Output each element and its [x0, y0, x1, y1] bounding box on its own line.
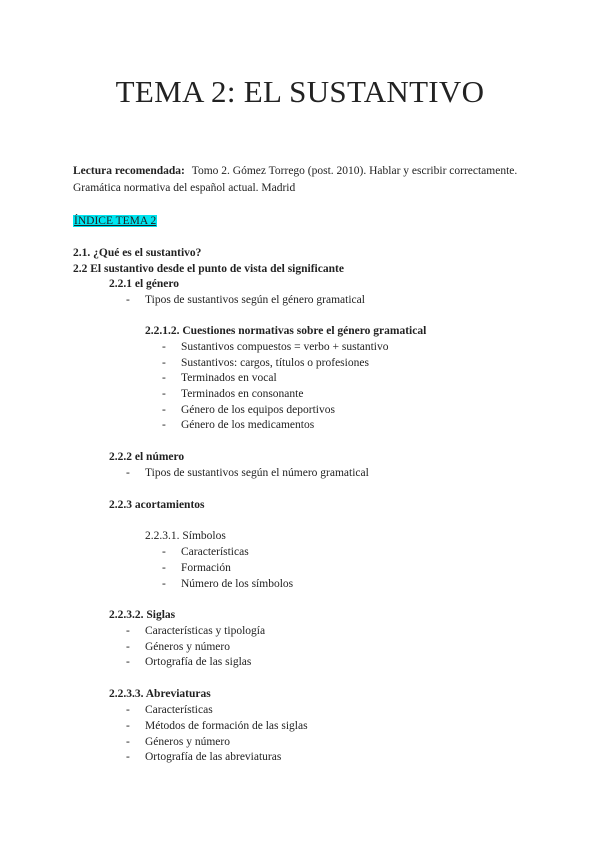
list-item: Terminados en vocal — [181, 372, 277, 384]
reading-text-1: Tomo 2. Gómez Torrego (post. 2010). Hablar y escribir correctamente. — [191, 165, 518, 177]
bullet: - — [162, 357, 166, 369]
index-heading — [73, 214, 157, 228]
bullet: - — [126, 625, 130, 637]
list-item: Características — [145, 704, 213, 716]
bullet: - — [162, 562, 166, 574]
list-item: Género de los equipos deportivos — [181, 404, 335, 416]
bullet: - — [126, 641, 130, 653]
bullet: - — [162, 419, 166, 431]
bullet: - — [162, 372, 166, 384]
list-item: Métodos de formación de las siglas — [145, 720, 308, 732]
list-item: Características — [181, 546, 249, 558]
section-2-2-3: 2.2.3 acortamientos — [109, 499, 205, 511]
list-item: Sustantivos: cargos, títulos o profesiones — [181, 357, 369, 369]
bullet: - — [126, 467, 130, 479]
section-2-2-3-3: 2.2.3.3. Abreviaturas — [109, 688, 211, 700]
list-item: Géneros y número — [145, 641, 230, 653]
section-2-2-1: 2.2.1 el género — [109, 278, 180, 290]
section-2-2-3-1: 2.2.3.1. Símbolos — [145, 530, 226, 542]
bullet: - — [162, 546, 166, 558]
bullet: - — [162, 578, 166, 590]
bullet: - — [126, 656, 130, 668]
bullet: - — [126, 720, 130, 732]
list-item: Ortografía de las abreviaturas — [145, 751, 282, 763]
bullet: - — [126, 736, 130, 748]
section-2-2: 2.2 El sustantivo desde el punto de vista del significante — [73, 263, 344, 275]
section-2-1: 2.1. ¿Qué es el sustantivo? — [73, 247, 202, 259]
bullet: - — [126, 294, 130, 306]
reading-line-1 — [73, 164, 517, 178]
list-item: Número de los símbolos — [181, 578, 294, 590]
list-item: Formación — [181, 562, 231, 574]
section-2-2-3-2: 2.2.3.2. Siglas — [109, 609, 176, 621]
list-item: Géneros y número — [145, 736, 230, 748]
list-item: Tipos de sustantivos según el género gramatical — [145, 294, 365, 306]
reading-label: Lectura recomendada: — [73, 165, 185, 177]
list-item: Ortografía de las siglas — [145, 656, 252, 668]
list-item: Terminados en consonante — [181, 388, 304, 400]
section-2-2-2: 2.2.2 el número — [109, 451, 185, 463]
list-item: Características y tipología — [145, 625, 266, 637]
section-2-2-1-2: 2.2.1.2. Cuestiones normativas sobre el género gramatical — [145, 325, 427, 337]
page-title: TEMA 2: EL SUSTANTIVO — [115, 74, 485, 109]
reading-text-2: Gramática normativa del español actual. Madrid — [73, 182, 296, 194]
bullet: - — [162, 388, 166, 400]
list-item: Tipos de sustantivos según el número gramatical — [145, 467, 369, 479]
bullet: - — [162, 341, 166, 353]
list-item: Género de los medicamentos — [181, 419, 315, 431]
index-heading-text: ÍNDICE TEMA 2 — [74, 215, 157, 227]
bullet: - — [126, 751, 130, 763]
bullet: - — [162, 404, 166, 416]
list-item: Sustantivos compuestos = verbo + sustantivo — [181, 341, 389, 353]
bullet: - — [126, 704, 130, 716]
